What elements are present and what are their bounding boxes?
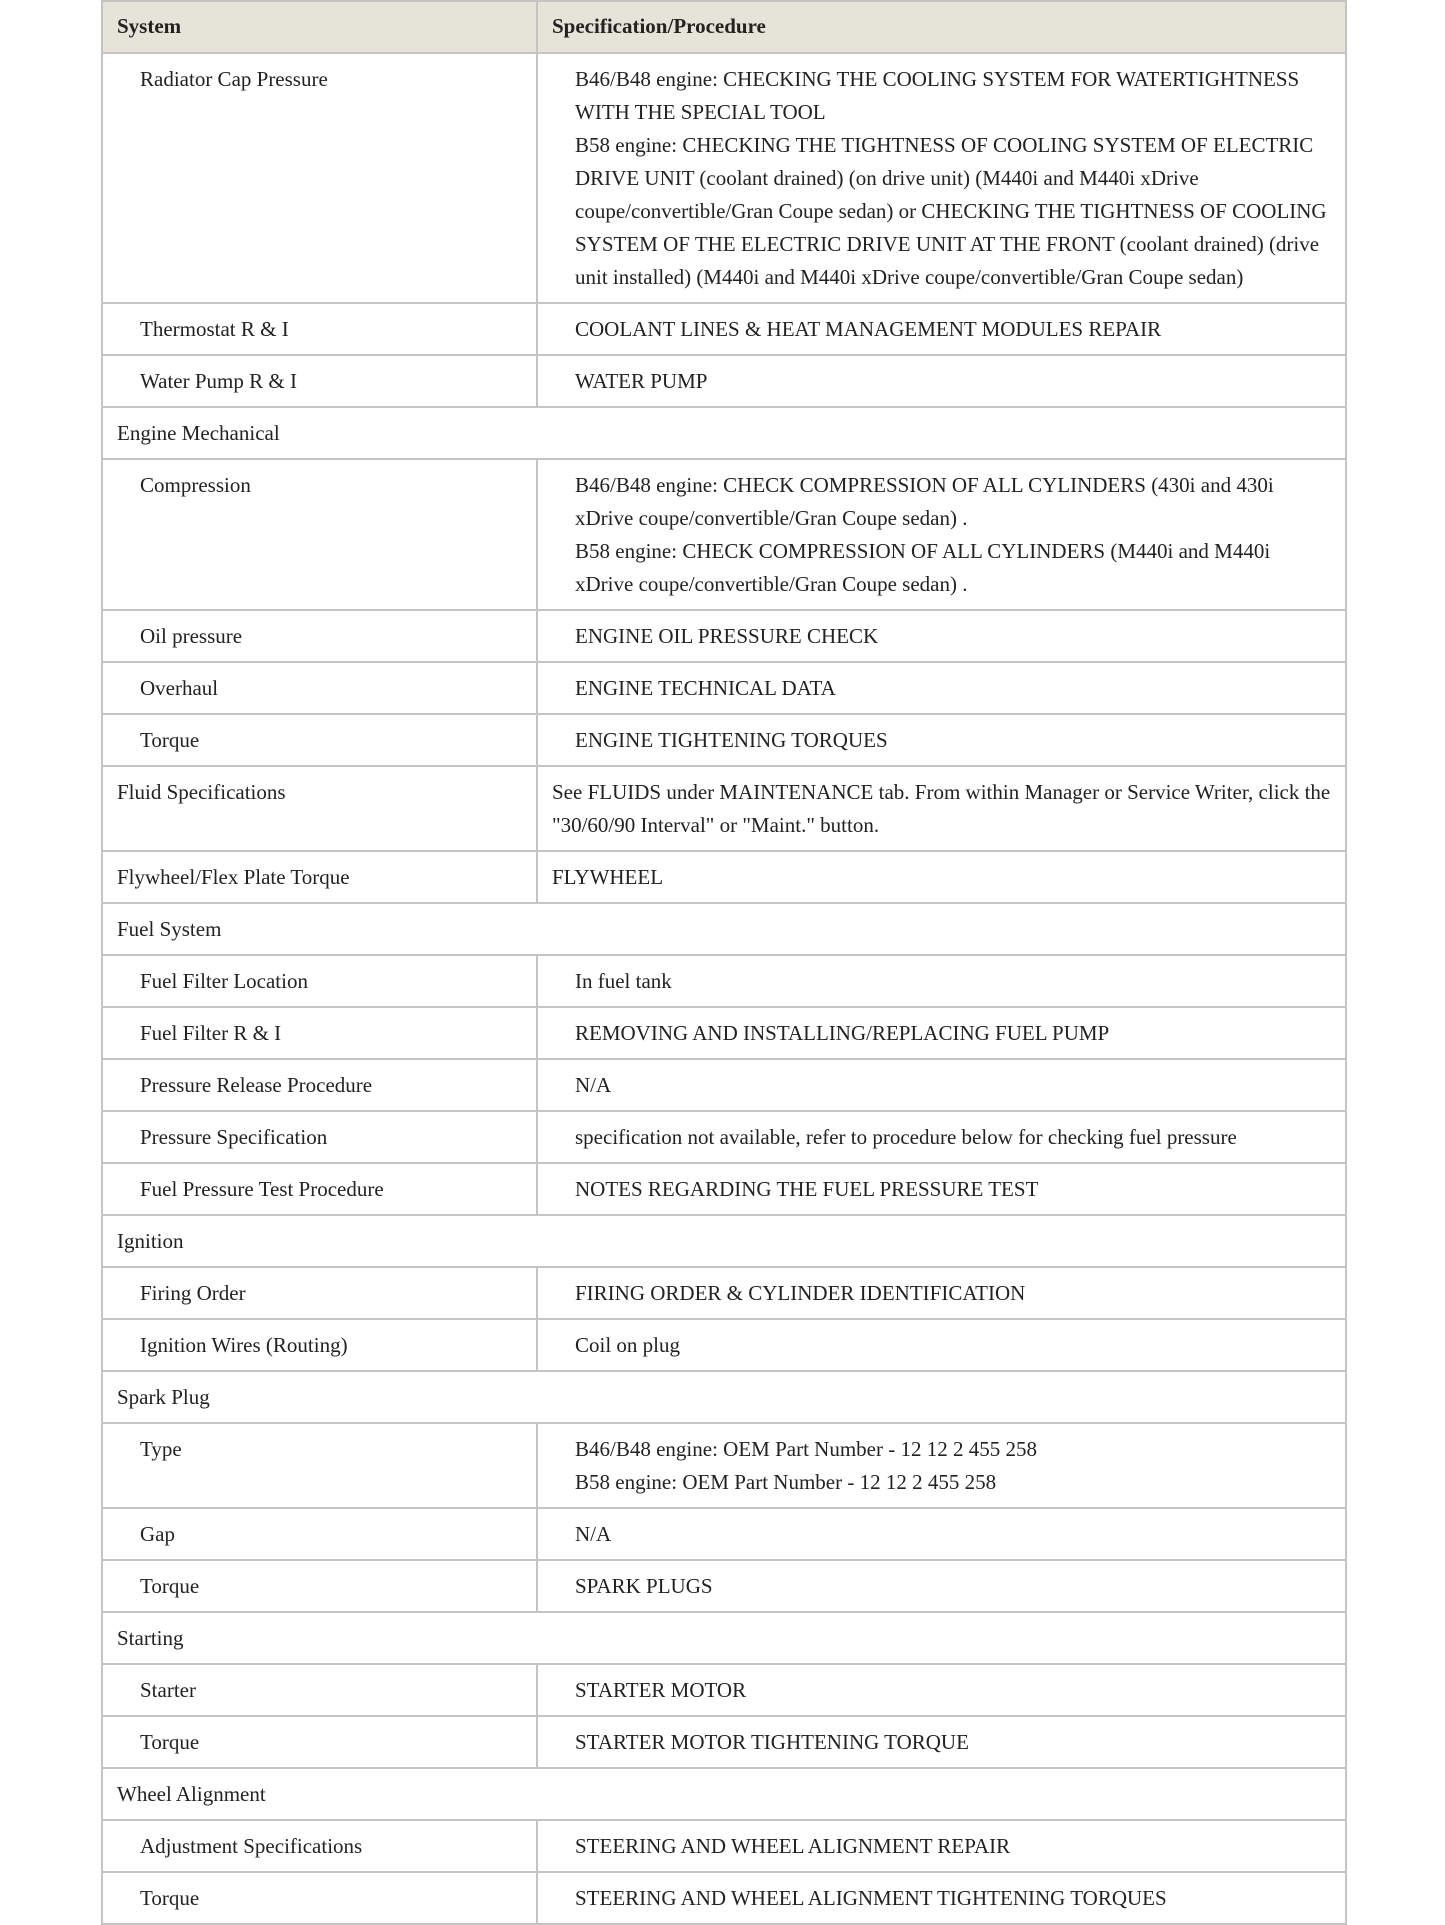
specification-cell (537, 1007, 1346, 1059)
table-row (102, 1111, 1346, 1163)
system-cell: Radiator Cap Pressure (102, 53, 537, 303)
table-row (102, 1423, 1346, 1508)
table-row (102, 1716, 1346, 1768)
system-cell: Starter (102, 1664, 537, 1716)
header-specification: Specification/Procedure (537, 1, 1346, 53)
table-row (102, 1059, 1346, 1111)
specification-cell (537, 1872, 1346, 1924)
section-heading: Starting (102, 1612, 1346, 1664)
table-row (102, 1820, 1346, 1872)
specification-cell (537, 1267, 1346, 1319)
table-row (102, 1508, 1346, 1560)
system-cell: Torque (102, 1716, 537, 1768)
specification-text: B46/B48 engine: CHECKING THE COOLING SYSTEM FOR WATERTIGHTNESS WITH THE SPECIAL TOOL (575, 67, 1300, 124)
table-row (102, 610, 1346, 662)
table-row (102, 1163, 1346, 1215)
table-row (102, 714, 1346, 766)
section-row (102, 1215, 1346, 1267)
specification-cell (537, 766, 1346, 851)
specification-text: NOTES REGARDING THE FUEL PRESSURE TEST (575, 1177, 1039, 1201)
system-cell: Torque (102, 714, 537, 766)
table-row (102, 1267, 1346, 1319)
system-cell: Type (102, 1423, 537, 1508)
specification-cell (537, 1111, 1346, 1163)
specification-text: B58 engine: CHECKING THE TIGHTNESS OF COOLING SYSTEM OF ELECTRIC DRIVE UNIT (coolant drained) (on drive unit) (M440i and M440i xDrive coupe/convertible/Gran Coupe sedan) or CHECKING THE TIGHTNESS OF COOLING SYSTEM OF THE ELECTRIC DRIVE UNIT AT THE FRONT (coolant drained) (drive unit installed) (M440i and M440i xDrive coupe/convertible/Gran Coupe sedan) (575, 133, 1327, 289)
specification-text: B46/B48 engine: CHECK COMPRESSION OF ALL CYLINDERS (430i and 430i xDrive coupe/convertible/Gran Coupe sedan) . (575, 473, 1274, 530)
specification-text: WATER PUMP (575, 369, 708, 393)
system-cell: Oil pressure (102, 610, 537, 662)
specification-cell (537, 1423, 1346, 1508)
table-row (102, 1319, 1346, 1371)
specification-text: B58 engine: OEM Part Number - 12 12 2 455 258 (575, 1470, 997, 1494)
table-body (102, 53, 1346, 1924)
section-row (102, 903, 1346, 955)
table-row (102, 1007, 1346, 1059)
table-header-row (102, 1, 1346, 53)
system-cell: Thermostat R & I (102, 303, 537, 355)
specification-text: FIRING ORDER & CYLINDER IDENTIFICATION (575, 1281, 1026, 1305)
table-row (102, 1664, 1346, 1716)
specification-text: N/A (575, 1073, 612, 1097)
section-heading: Engine Mechanical (102, 407, 1346, 459)
specification-cell (537, 1319, 1346, 1371)
section-heading: Ignition (102, 1215, 1346, 1267)
specification-text: REMOVING AND INSTALLING/REPLACING FUEL PUMP (575, 1021, 1110, 1045)
specification-text: FLYWHEEL (552, 865, 664, 889)
specification-text: B46/B48 engine: OEM Part Number - 12 12 2 455 258 (575, 1437, 1037, 1461)
header-system: System (102, 1, 537, 53)
section-row (102, 1612, 1346, 1664)
system-cell: Fuel Filter Location (102, 955, 537, 1007)
table-row (102, 1872, 1346, 1924)
specification-text: N/A (575, 1522, 612, 1546)
table-row (102, 955, 1346, 1007)
table-row (102, 766, 1346, 851)
specification-cell (537, 459, 1346, 610)
specification-cell (537, 1664, 1346, 1716)
specification-cell (537, 1059, 1346, 1111)
table-row (102, 53, 1346, 303)
specification-text: COOLANT LINES & HEAT MANAGEMENT MODULES REPAIR (575, 317, 1162, 341)
specification-cell (537, 1560, 1346, 1612)
system-cell: Compression (102, 459, 537, 610)
system-cell: Fuel Filter R & I (102, 1007, 537, 1059)
specification-text: In fuel tank (575, 969, 672, 993)
system-cell: Gap (102, 1508, 537, 1560)
system-cell: Fuel Pressure Test Procedure (102, 1163, 537, 1215)
system-cell: Flywheel/Flex Plate Torque (102, 851, 537, 903)
system-cell: Overhaul (102, 662, 537, 714)
system-cell: Ignition Wires (Routing) (102, 1319, 537, 1371)
system-cell: Pressure Release Procedure (102, 1059, 537, 1111)
table-row (102, 851, 1346, 903)
table-row (102, 355, 1346, 407)
specification-cell (537, 662, 1346, 714)
system-cell: Adjustment Specifications (102, 1820, 537, 1872)
specification-text: specification not available, refer to procedure below for checking fuel pressure (575, 1125, 1237, 1149)
system-cell: Water Pump R & I (102, 355, 537, 407)
section-row (102, 1768, 1346, 1820)
specification-text: See FLUIDS under MAINTENANCE tab. From within Manager or Service Writer, click the "30/60/90 Interval" or "Maint." button. (552, 780, 1331, 837)
system-cell: Fluid Specifications (102, 766, 537, 851)
system-cell: Pressure Specification (102, 1111, 537, 1163)
specification-cell (537, 851, 1346, 903)
specification-cell (537, 1820, 1346, 1872)
specification-cell (537, 610, 1346, 662)
system-cell: Firing Order (102, 1267, 537, 1319)
specification-text: ENGINE TECHNICAL DATA (575, 676, 836, 700)
specification-text: SPARK PLUGS (575, 1574, 713, 1598)
specification-text: B58 engine: CHECK COMPRESSION OF ALL CYLINDERS (M440i and M440i xDrive coupe/convertible/Gran Coupe sedan) . (575, 539, 1271, 596)
specification-text: STARTER MOTOR (575, 1678, 747, 1702)
table-row (102, 1560, 1346, 1612)
section-row (102, 1371, 1346, 1423)
specification-cell (537, 53, 1346, 303)
specification-cell (537, 303, 1346, 355)
specification-cell (537, 355, 1346, 407)
specification-text: STARTER MOTOR TIGHTENING TORQUE (575, 1730, 969, 1754)
section-heading: Wheel Alignment (102, 1768, 1346, 1820)
specification-cell (537, 1508, 1346, 1560)
section-row (102, 407, 1346, 459)
specification-cell (537, 1716, 1346, 1768)
specification-text: STEERING AND WHEEL ALIGNMENT REPAIR (575, 1834, 1011, 1858)
section-heading: Spark Plug (102, 1371, 1346, 1423)
specification-text: Coil on plug (575, 1333, 681, 1357)
spec-table (101, 0, 1347, 1925)
system-cell: Torque (102, 1872, 537, 1924)
table-row (102, 662, 1346, 714)
specification-text: ENGINE OIL PRESSURE CHECK (575, 624, 879, 648)
specification-text: ENGINE TIGHTENING TORQUES (575, 728, 888, 752)
specification-cell (537, 1163, 1346, 1215)
section-heading: Fuel System (102, 903, 1346, 955)
specification-cell (537, 955, 1346, 1007)
table-row (102, 459, 1346, 610)
table-row (102, 303, 1346, 355)
specification-cell (537, 714, 1346, 766)
specification-text: STEERING AND WHEEL ALIGNMENT TIGHTENING TORQUES (575, 1886, 1167, 1910)
system-cell: Torque (102, 1560, 537, 1612)
